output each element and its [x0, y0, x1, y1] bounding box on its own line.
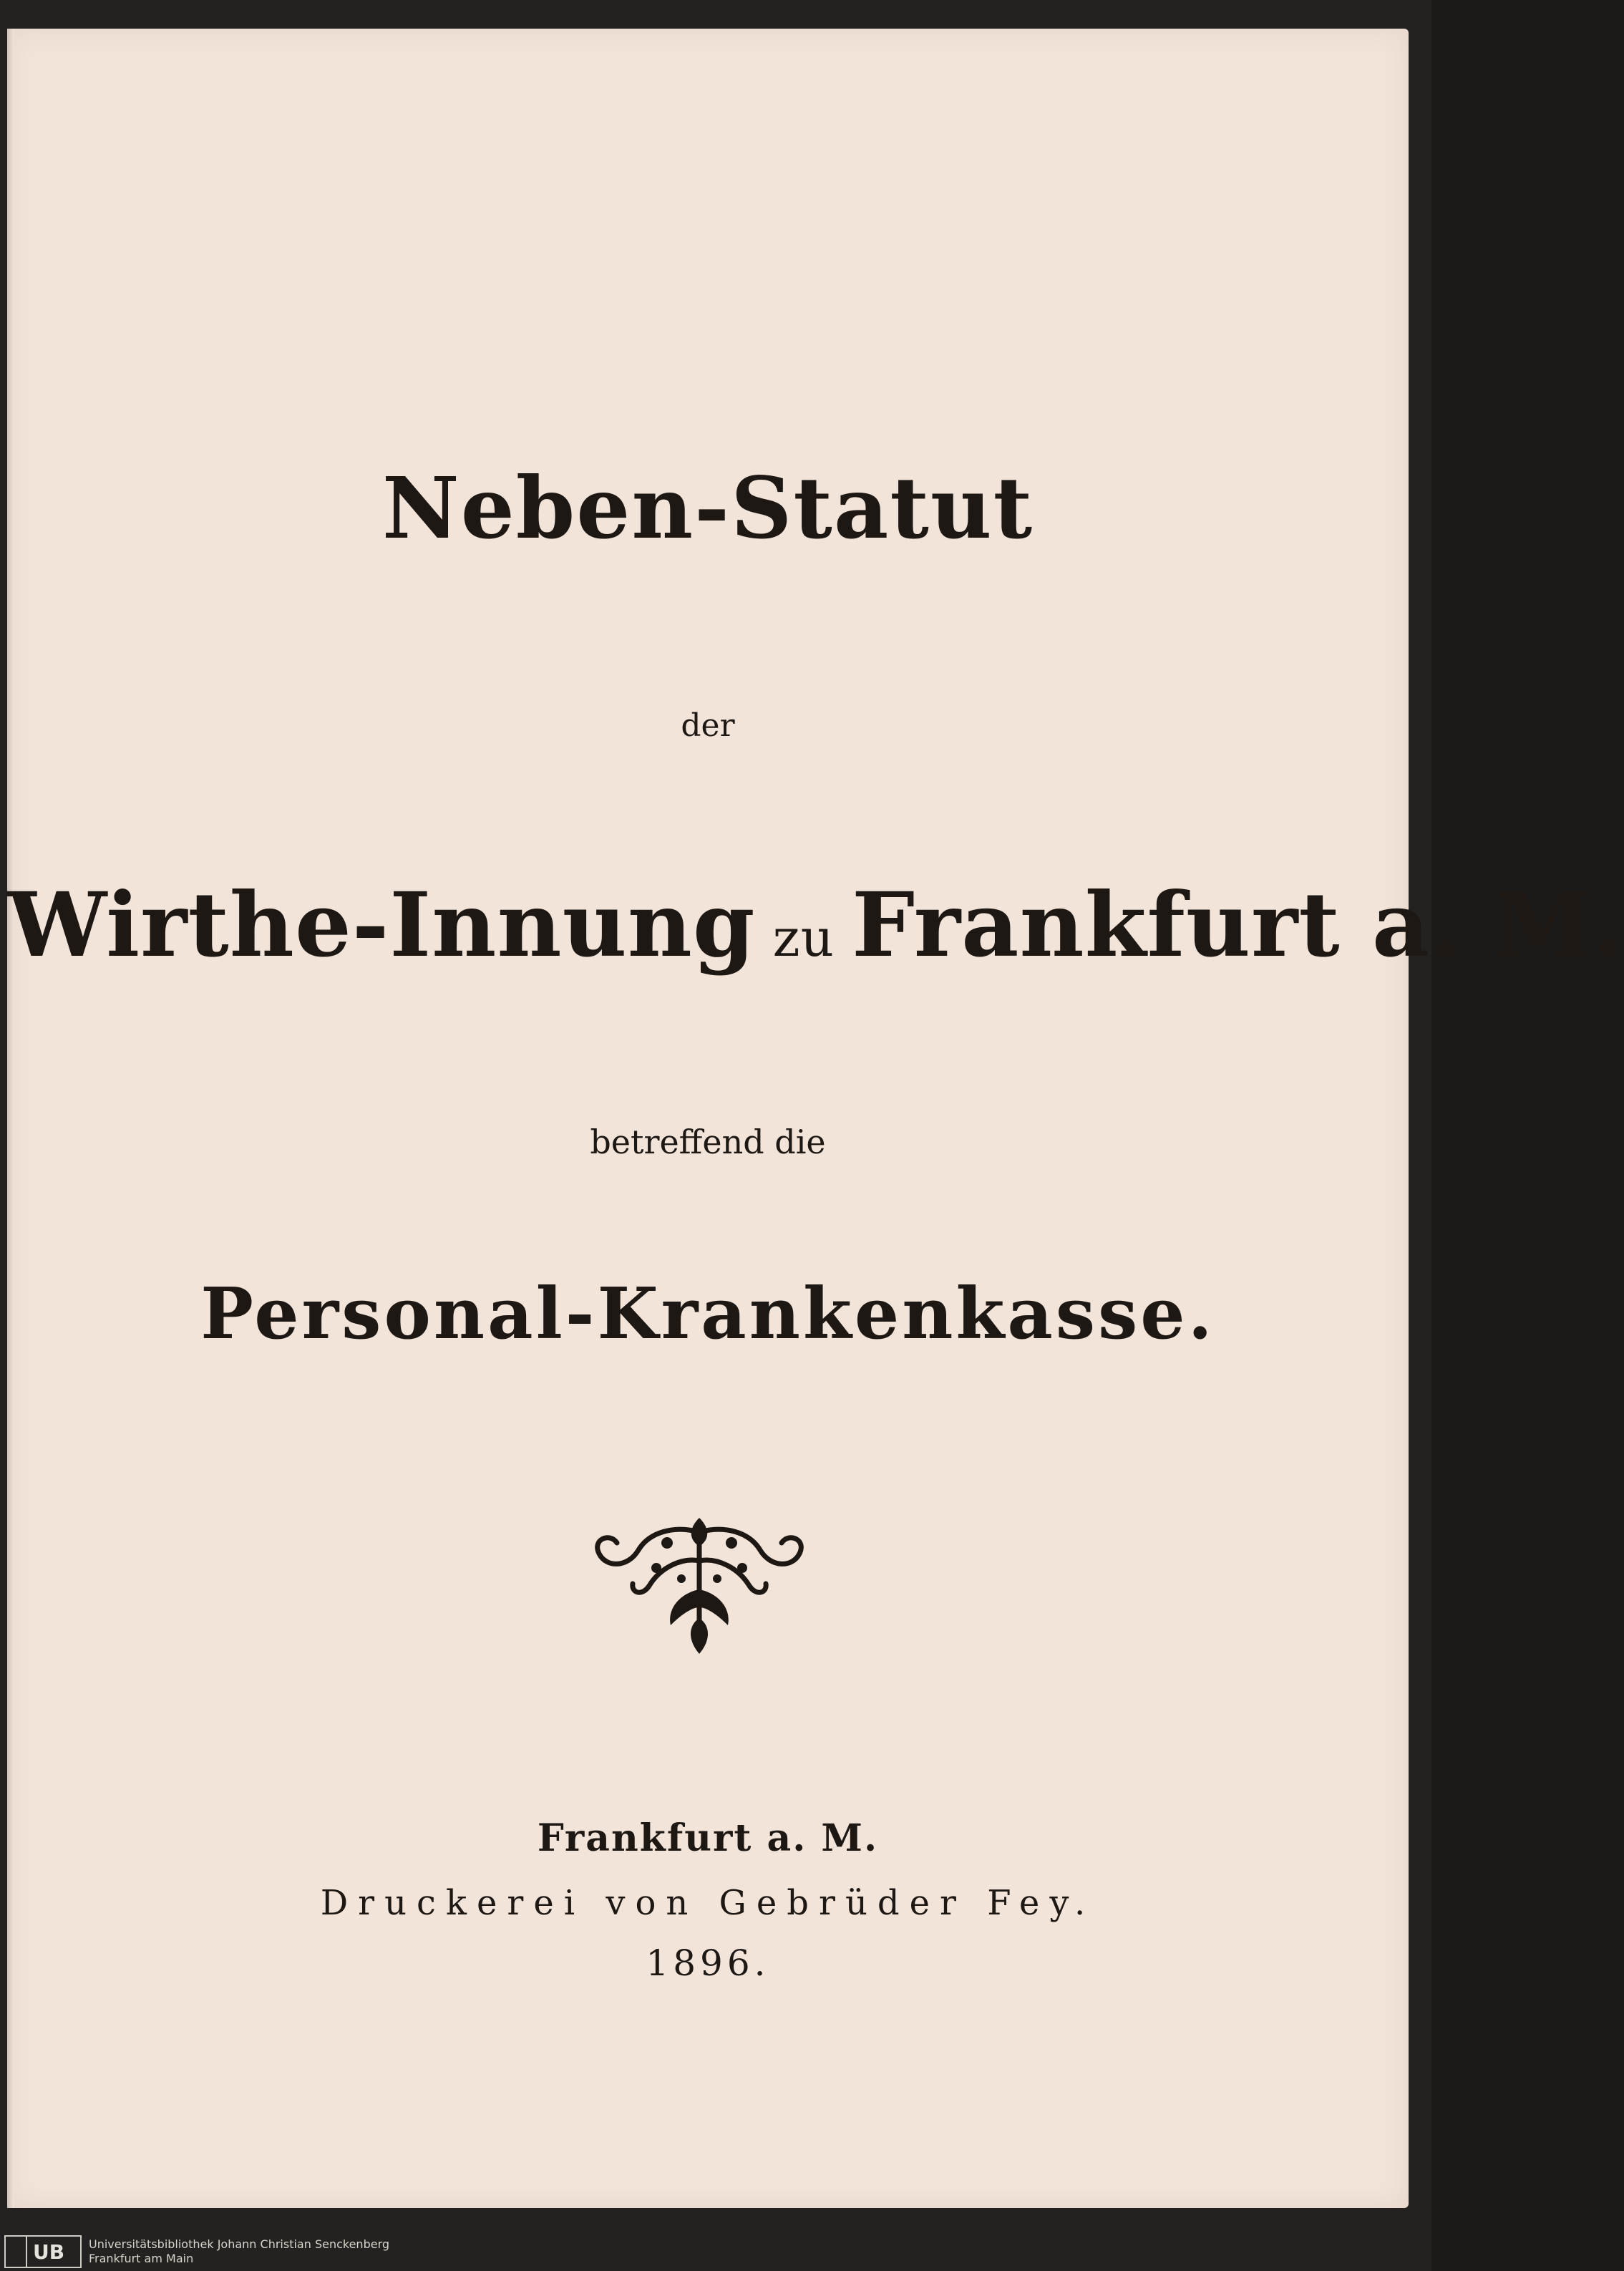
title-page — [7, 29, 1624, 2208]
document-title: Neben-Statut — [381, 458, 1034, 558]
imprint-year: 1896. — [646, 1942, 770, 1984]
library-credit-line2: Frankfurt am Main — [89, 2252, 194, 2265]
ub-library-logo-icon — [4, 2235, 82, 2268]
guild-name — [7, 873, 1624, 977]
guild-name-zu: zu — [772, 908, 835, 968]
logo-text: UB — [33, 2239, 65, 2264]
floral-vignette-ornament-icon — [581, 1518, 817, 1654]
logo-mark — [6, 2237, 27, 2267]
library-credit-line1: Universitätsbibliothek Johann Christian Senckenberg — [89, 2237, 390, 2251]
page-binding-edge — [7, 29, 14, 2208]
subject-intro: betreffend die — [590, 1123, 826, 1161]
imprint-city: Frankfurt a. M. — [537, 1816, 879, 1860]
guild-name-part2: Frankfurt a. M. — [851, 873, 1624, 977]
library-footer — [0, 2232, 501, 2271]
guild-name-part1: Wirthe-Innung — [7, 873, 756, 977]
library-credit — [89, 2237, 389, 2266]
imprint-printer: Druckerei von Gebrüder Fey. — [320, 1883, 1096, 1923]
article-der: der — [681, 707, 735, 744]
fund-name: Personal-Krankenkasse. — [200, 1273, 1215, 1355]
